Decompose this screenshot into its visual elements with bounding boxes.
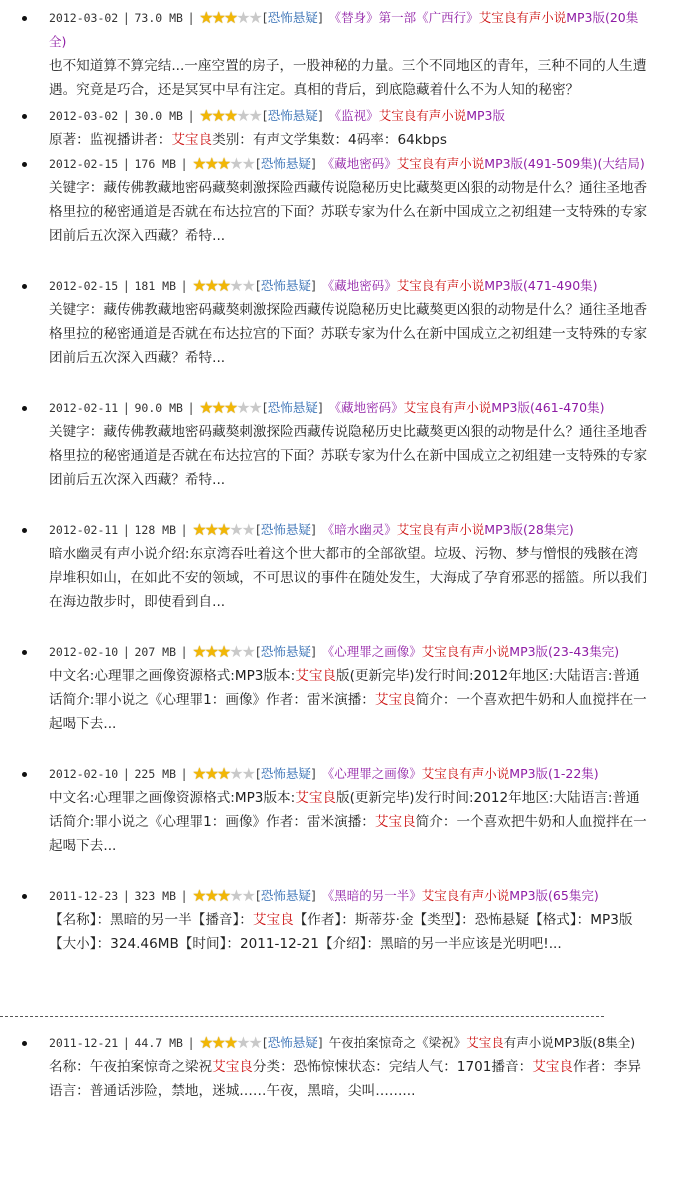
item-meta-line bbox=[49, 518, 648, 542]
star-empty-icon: ★ bbox=[248, 1033, 261, 1052]
rating-stars bbox=[199, 1035, 261, 1051]
star-empty-icon: ★ bbox=[241, 520, 254, 539]
list-item bbox=[0, 762, 700, 859]
bullet-dot bbox=[22, 772, 27, 777]
bullet-dot bbox=[22, 162, 27, 167]
star-filled-icon: ★ bbox=[199, 398, 212, 417]
description-segment: 简介：一个喜欢把牛奶和人血搅拌在一起喝下去... bbox=[49, 814, 647, 855]
star-filled-icon: ★ bbox=[192, 154, 205, 173]
title-segment: MP3版(1-22集) bbox=[509, 766, 599, 781]
title-segment: 《监视》 bbox=[328, 108, 379, 123]
item-date: 2012-03-02 bbox=[49, 11, 119, 25]
description-segment: 艾宝良 bbox=[374, 692, 416, 709]
list-item bbox=[0, 884, 700, 956]
star-empty-icon: ★ bbox=[241, 642, 254, 661]
item-date: 2012-02-15 bbox=[49, 279, 119, 293]
item-description bbox=[49, 54, 648, 102]
list-item bbox=[0, 6, 700, 102]
item-size: 207 MB bbox=[134, 645, 177, 659]
description-segment: 艾宝良 bbox=[212, 1059, 253, 1075]
item-meta-line bbox=[49, 1031, 648, 1055]
title-segment: 《暗水幽灵》 bbox=[321, 522, 397, 537]
description-segment: 关键字：藏传佛教藏地密码藏獒刺激探险西藏传说隐秘历史比藏獒更凶狠的动物是什么？通往圣地香格里拉的秘密通道是否就在布达拉宫的下面？苏联专家为什么在新中国成立之初组建一支特殊的专家团前后五次深入西藏？希特... bbox=[49, 424, 648, 489]
item-description bbox=[49, 1055, 648, 1103]
star-filled-icon: ★ bbox=[211, 398, 224, 417]
item-size: 323 MB bbox=[134, 889, 177, 903]
description-segment: 【名称】：黑暗的另一半【播音】： bbox=[49, 912, 253, 928]
title-segment: 《心理罪之画像》 bbox=[321, 766, 422, 781]
item-size: 181 MB bbox=[134, 279, 177, 293]
star-filled-icon: ★ bbox=[216, 520, 230, 539]
title-segment: 《藏地密码》 bbox=[321, 156, 397, 171]
description-segment: 艾宝良 bbox=[532, 1059, 573, 1075]
description-segment: 艾宝良 bbox=[252, 912, 294, 928]
description-segment: 暗水幽灵有声小说介绍:东京湾吞吐着这个世大都市的全部欲望。垃圾、污物、梦与憎恨的残骸在湾岸堆积如山，在如此不安的领域，不可思议的事件在随处发生，大海成了孕育邪恶的摇篮。所以我们在海边散步时，即使看到自... bbox=[49, 546, 648, 611]
star-empty-icon: ★ bbox=[229, 520, 242, 539]
item-description bbox=[49, 542, 648, 615]
title-segment: 艾宝良有声小说 bbox=[421, 766, 510, 781]
item-size: 73.0 MB bbox=[134, 11, 183, 25]
separator: | bbox=[188, 10, 194, 25]
rating-stars bbox=[192, 278, 254, 294]
separator: | bbox=[182, 156, 187, 171]
bullet-dot bbox=[22, 16, 27, 21]
item-title-link[interactable] bbox=[329, 108, 505, 123]
title-segment: 《藏地密码》 bbox=[321, 278, 397, 293]
item-meta-line bbox=[49, 274, 648, 298]
item-date: 2012-02-15 bbox=[49, 157, 119, 171]
description-segment: 分类：恐怖惊悚状态：完结人气：1701播音： bbox=[252, 1059, 533, 1075]
star-empty-icon: ★ bbox=[236, 8, 249, 27]
title-segment: 艾宝良有声小说 bbox=[478, 10, 567, 25]
description-segment: 原著：监视播讲者： bbox=[49, 132, 172, 148]
bullet-dot bbox=[22, 528, 27, 533]
star-filled-icon: ★ bbox=[223, 106, 237, 125]
item-title-link[interactable] bbox=[322, 278, 598, 293]
bullet-dot bbox=[22, 406, 27, 411]
star-filled-icon: ★ bbox=[223, 1033, 237, 1052]
description-segment: 关键字：藏传佛教藏地密码藏獒刺激探险西藏传说隐秘历史比藏獒更凶狠的动物是什么？通往圣地香格里拉的秘密通道是否就在布达拉宫的下面？苏联专家为什么在新中国成立之初组建一支特殊的专家团前后五次深入西藏？希特... bbox=[49, 302, 648, 367]
title-segment: MP3版(28集完) bbox=[484, 522, 574, 537]
item-description bbox=[49, 908, 648, 956]
star-empty-icon: ★ bbox=[229, 642, 242, 661]
separator: | bbox=[124, 888, 129, 903]
item-size: 90.0 MB bbox=[134, 401, 183, 415]
star-filled-icon: ★ bbox=[199, 106, 212, 125]
star-empty-icon: ★ bbox=[236, 1033, 249, 1052]
star-filled-icon: ★ bbox=[216, 764, 230, 783]
star-filled-icon: ★ bbox=[204, 154, 217, 173]
category-link[interactable]: [恐怖悬疑] bbox=[255, 766, 316, 781]
separator: | bbox=[124, 522, 129, 537]
separator: | bbox=[188, 400, 194, 415]
star-filled-icon: ★ bbox=[192, 520, 205, 539]
star-filled-icon: ★ bbox=[192, 764, 205, 783]
item-description bbox=[49, 128, 648, 152]
title-segment: MP3版(471-490集) bbox=[484, 278, 598, 293]
star-filled-icon: ★ bbox=[204, 276, 217, 295]
separator: | bbox=[124, 156, 129, 171]
title-segment: 艾宝良有声小说 bbox=[421, 888, 510, 903]
rating-stars bbox=[199, 10, 261, 26]
list-item bbox=[0, 152, 700, 249]
title-segment: 艾宝良有声小说 bbox=[396, 278, 485, 293]
title-segment: MP3版 bbox=[466, 108, 505, 123]
item-meta-line bbox=[49, 6, 648, 54]
title-segment: MP3版(20集全) bbox=[49, 10, 639, 49]
list-item bbox=[0, 274, 700, 371]
category-link[interactable]: [恐怖悬疑] bbox=[255, 278, 316, 293]
separator: | bbox=[182, 888, 187, 903]
separator: | bbox=[182, 522, 187, 537]
category-label: 恐怖悬疑 bbox=[267, 108, 318, 123]
category-link[interactable]: [恐怖悬疑] bbox=[262, 400, 323, 415]
category-link[interactable]: [恐怖悬疑] bbox=[255, 522, 316, 537]
title-segment: 艾宝良有声小说 bbox=[403, 400, 492, 415]
item-meta-line bbox=[49, 396, 648, 420]
star-empty-icon: ★ bbox=[236, 106, 249, 125]
rating-stars bbox=[199, 400, 261, 416]
title-segment: 《替身》第一部《广西行》 bbox=[328, 10, 479, 25]
description-segment: 关键字：藏传佛教藏地密码藏獒刺激探险西藏传说隐秘历史比藏獒更凶狠的动物是什么？通往圣地香格里拉的秘密通道是否就在布达拉宫的下面？苏联专家为什么在新中国成立之初组建一支特殊的专家团前后五次深入西藏？希特... bbox=[49, 180, 648, 245]
category-label: 恐怖悬疑 bbox=[260, 644, 311, 659]
item-size: 128 MB bbox=[134, 523, 177, 537]
star-filled-icon: ★ bbox=[204, 520, 217, 539]
star-filled-icon: ★ bbox=[211, 8, 224, 27]
item-meta-line bbox=[49, 884, 648, 908]
item-description bbox=[49, 298, 648, 371]
star-empty-icon: ★ bbox=[229, 764, 242, 783]
description-segment: 【作者】：斯蒂芬·金【类型】：恐怖悬疑【格式】：MP3版【大小】：324.46MB【时间】：2011-12-21【介绍】：黑暗的另一半应该是光明吧!... bbox=[49, 912, 633, 953]
item-size: 44.7 MB bbox=[134, 1036, 183, 1050]
item-description bbox=[49, 420, 648, 493]
star-filled-icon: ★ bbox=[216, 276, 230, 295]
star-filled-icon: ★ bbox=[211, 1033, 224, 1052]
description-segment: 类别：有声文学集数：4码率：64kbps bbox=[212, 132, 448, 148]
bullet-dot bbox=[22, 114, 27, 119]
item-description bbox=[49, 786, 648, 859]
separator: | bbox=[124, 278, 129, 293]
title-segment: 有声小说MP3版(8集全) bbox=[503, 1035, 636, 1050]
list-item bbox=[0, 640, 700, 737]
star-filled-icon: ★ bbox=[211, 106, 224, 125]
item-meta-line bbox=[49, 640, 648, 664]
separator: | bbox=[188, 108, 194, 123]
star-empty-icon: ★ bbox=[229, 154, 242, 173]
separator: | bbox=[124, 10, 129, 25]
item-description bbox=[49, 176, 648, 249]
title-segment: MP3版(461-470集) bbox=[491, 400, 605, 415]
category-link[interactable]: [恐怖悬疑] bbox=[262, 108, 323, 123]
rating-stars bbox=[192, 522, 254, 538]
item-date: 2011-12-23 bbox=[49, 889, 119, 903]
category-label: 恐怖悬疑 bbox=[267, 10, 318, 25]
item-date: 2012-02-11 bbox=[49, 401, 119, 415]
title-segment: 《心理罪之画像》 bbox=[321, 644, 422, 659]
title-segment: 午夜拍案惊奇之《梁祝》 bbox=[328, 1035, 467, 1050]
rating-stars bbox=[192, 156, 254, 172]
category-link[interactable]: [恐怖悬疑] bbox=[262, 10, 323, 25]
star-filled-icon: ★ bbox=[192, 642, 205, 661]
item-date: 2012-02-10 bbox=[49, 645, 119, 659]
star-filled-icon: ★ bbox=[204, 886, 217, 905]
item-title-link[interactable] bbox=[322, 766, 599, 781]
description-segment: 中文名:心理罪之画像资源格式:MP3版本: bbox=[49, 790, 296, 806]
description-segment: 版(更新完毕)发行时间:2012年地区:大陆语言:普通话简介:罪小说之《心理罪1：画像》作者：雷米演播： bbox=[49, 790, 640, 831]
star-filled-icon: ★ bbox=[216, 642, 230, 661]
star-filled-icon: ★ bbox=[216, 154, 230, 173]
separator: | bbox=[182, 644, 187, 659]
rating-stars bbox=[192, 766, 254, 782]
separator: | bbox=[124, 644, 129, 659]
title-segment: MP3版(491-509集)(大结局) bbox=[484, 156, 645, 171]
item-title-link[interactable] bbox=[329, 1035, 636, 1050]
description-segment: 作者：李异语言：普通话涉险，禁地，迷城……午夜，黑暗，尖叫……... bbox=[49, 1059, 641, 1100]
title-segment: MP3版(23-43集完) bbox=[509, 644, 620, 659]
title-segment: 艾宝良有声小说 bbox=[396, 156, 485, 171]
title-segment: 艾宝良有声小说 bbox=[396, 522, 485, 537]
item-title-link[interactable] bbox=[322, 156, 645, 171]
item-date: 2012-02-10 bbox=[49, 767, 119, 781]
item-date: 2011-12-21 bbox=[49, 1036, 119, 1050]
description-segment: 简介：一个喜欢把牛奶和人血搅拌在一起喝下去... bbox=[49, 692, 647, 733]
star-empty-icon: ★ bbox=[241, 154, 254, 173]
category-label: 恐怖悬疑 bbox=[267, 1035, 318, 1050]
star-empty-icon: ★ bbox=[241, 764, 254, 783]
item-date: 2012-02-11 bbox=[49, 523, 119, 537]
separator: | bbox=[124, 766, 129, 781]
star-filled-icon: ★ bbox=[223, 8, 237, 27]
star-filled-icon: ★ bbox=[216, 886, 230, 905]
separator: | bbox=[182, 766, 187, 781]
description-segment: 艾宝良 bbox=[295, 790, 337, 806]
category-link[interactable]: [恐怖悬疑] bbox=[262, 1035, 323, 1050]
title-segment: MP3版(65集完) bbox=[509, 888, 599, 903]
separator: | bbox=[188, 1035, 194, 1050]
list-item bbox=[0, 518, 700, 615]
category-link[interactable]: [恐怖悬疑] bbox=[255, 644, 316, 659]
item-title-link[interactable] bbox=[322, 644, 619, 659]
description-segment: 艾宝良 bbox=[295, 668, 337, 684]
list-item bbox=[0, 104, 700, 152]
item-meta-line bbox=[49, 152, 648, 176]
item-description bbox=[49, 664, 648, 737]
rating-stars bbox=[192, 644, 254, 660]
item-meta-line bbox=[49, 104, 648, 128]
title-segment: 艾宝良有声小说 bbox=[421, 644, 510, 659]
description-segment: 也不知道算不算完结...一座空置的房子，一股神秘的力量。三个不同地区的青年，三种不同的人生遭遇。究竟是巧合，还是冥冥中早有注定。真相的背后，到底隐藏着什么不为人知的秘密？ bbox=[49, 58, 647, 99]
description-segment: 版(更新完毕)发行时间:2012年地区:大陆语言:普通话简介:罪小说之《心理罪1：画像》作者：雷米演播： bbox=[49, 668, 640, 709]
star-empty-icon: ★ bbox=[236, 398, 249, 417]
star-empty-icon: ★ bbox=[248, 398, 261, 417]
star-filled-icon: ★ bbox=[192, 886, 205, 905]
description-segment: 艾宝良 bbox=[171, 132, 213, 148]
bullet-dot bbox=[22, 284, 27, 289]
category-label: 恐怖悬疑 bbox=[260, 156, 311, 171]
star-empty-icon: ★ bbox=[248, 8, 261, 27]
star-empty-icon: ★ bbox=[248, 106, 261, 125]
item-title-link[interactable] bbox=[322, 522, 574, 537]
item-title-link[interactable] bbox=[322, 888, 599, 903]
category-label: 恐怖悬疑 bbox=[260, 888, 311, 903]
star-filled-icon: ★ bbox=[204, 764, 217, 783]
separator: | bbox=[124, 1035, 129, 1050]
item-size: 30.0 MB bbox=[134, 109, 183, 123]
item-size: 225 MB bbox=[134, 767, 177, 781]
title-segment: 《黑暗的另一半》 bbox=[321, 888, 422, 903]
star-filled-icon: ★ bbox=[192, 276, 205, 295]
section-divider bbox=[0, 1016, 604, 1017]
item-date: 2012-03-02 bbox=[49, 109, 119, 123]
star-empty-icon: ★ bbox=[229, 276, 242, 295]
bullet-dot bbox=[22, 1041, 27, 1046]
list-item bbox=[0, 1031, 700, 1103]
description-segment: 艾宝良 bbox=[374, 814, 416, 831]
star-empty-icon: ★ bbox=[229, 886, 242, 905]
category-label: 恐怖悬疑 bbox=[267, 400, 318, 415]
separator: | bbox=[124, 400, 129, 415]
category-link[interactable]: [恐怖悬疑] bbox=[255, 888, 316, 903]
item-title-link[interactable] bbox=[329, 400, 605, 415]
item-size: 176 MB bbox=[134, 157, 177, 171]
title-segment: 艾宝良有声小说 bbox=[378, 108, 467, 123]
bullet-dot bbox=[22, 894, 27, 899]
rating-stars bbox=[192, 888, 254, 904]
category-label: 恐怖悬疑 bbox=[260, 278, 311, 293]
star-filled-icon: ★ bbox=[199, 8, 212, 27]
list-item bbox=[0, 396, 700, 493]
item-meta-line bbox=[49, 762, 648, 786]
separator: | bbox=[124, 108, 129, 123]
category-label: 恐怖悬疑 bbox=[260, 766, 311, 781]
star-filled-icon: ★ bbox=[223, 398, 237, 417]
description-segment: 名称：午夜拍案惊奇之梁祝 bbox=[49, 1059, 213, 1075]
separator: | bbox=[182, 278, 187, 293]
description-segment: 中文名:心理罪之画像资源格式:MP3版本: bbox=[49, 668, 296, 684]
rating-stars bbox=[199, 108, 261, 124]
star-empty-icon: ★ bbox=[241, 276, 254, 295]
category-label: 恐怖悬疑 bbox=[260, 522, 311, 537]
title-segment: 艾宝良 bbox=[466, 1035, 504, 1050]
star-empty-icon: ★ bbox=[241, 886, 254, 905]
star-filled-icon: ★ bbox=[199, 1033, 212, 1052]
title-segment: 《藏地密码》 bbox=[328, 400, 404, 415]
category-link[interactable]: [恐怖悬疑] bbox=[255, 156, 316, 171]
bullet-dot bbox=[22, 650, 27, 655]
star-filled-icon: ★ bbox=[204, 642, 217, 661]
